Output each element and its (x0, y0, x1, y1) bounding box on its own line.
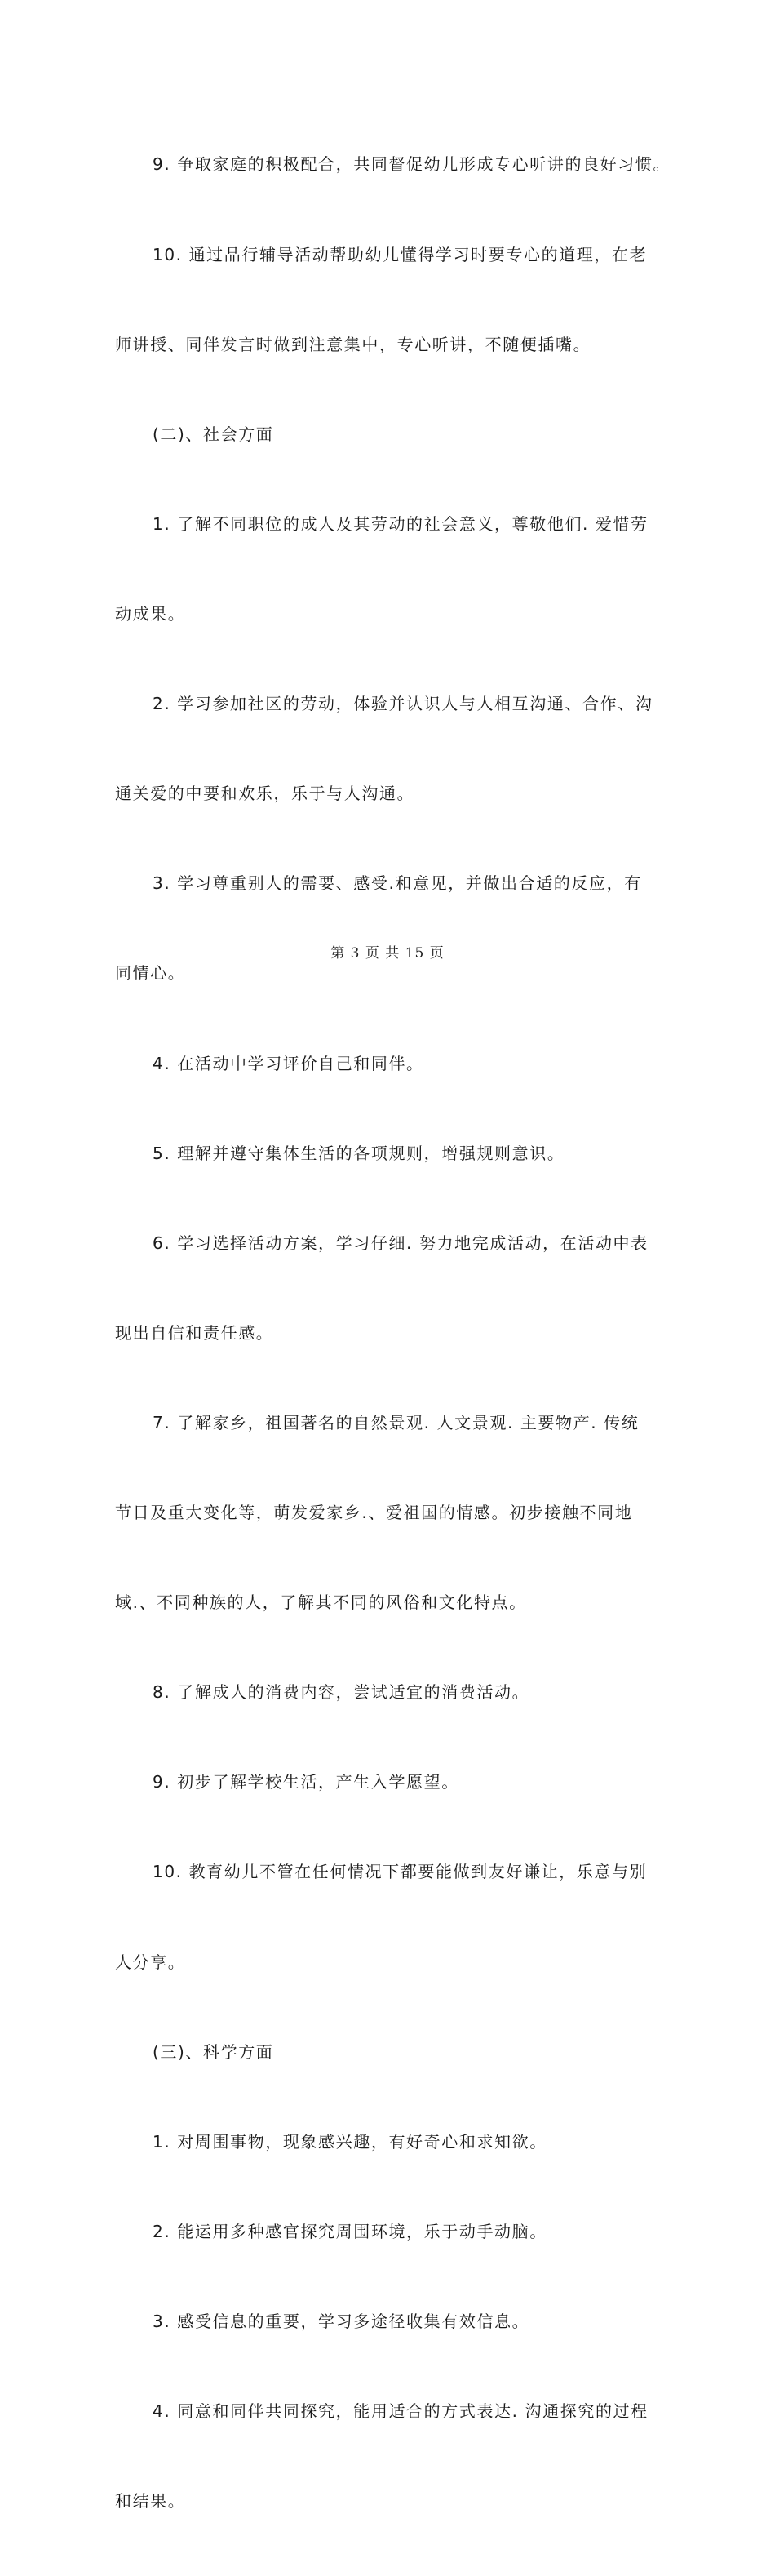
text-line: 2. 能运用多种感官探究周围环境，乐于动手动脑。 (153, 2221, 547, 2241)
text-line: 2. 学习参加社区的劳动，体验并认识人与人相互沟通、合作、沟 (153, 694, 653, 714)
text-line: 师讲授、同伴发言时做到注意集中，专心听讲，不随便插嘴。 (115, 334, 591, 354)
text-line: 4. 同意和同伴共同探究，能用适合的方式表达. 沟通探究的过程 (153, 2401, 649, 2422)
text-line: 和结果。 (115, 2491, 186, 2512)
text-line: 9. 初步了解学校生活，产生入学愿望。 (153, 1772, 459, 1792)
text-line: 现出自信和责任感。 (115, 1322, 274, 1343)
section-heading: (二)、社会方面 (153, 424, 274, 444)
section-heading: (三)、科学方面 (153, 2041, 274, 2062)
document-body (115, 90, 670, 2576)
text-line: 7. 了解家乡，祖国著名的自然景观. 人文景观. 主要物产. 传统 (153, 1412, 640, 1432)
text-line: 域.、不同种族的人，了解其不同的风俗和文化特点。 (115, 1592, 527, 1613)
text-line: 10. 通过品行辅导活动帮助幼儿懂得学习时要专心的道理，在老 (153, 244, 648, 264)
text-line: 9. 争取家庭的积极配合，共同督促幼儿形成专心听讲的良好习惯。 (153, 154, 671, 175)
text-line: 人分享。 (115, 1952, 186, 1972)
text-line: 动成果。 (115, 603, 186, 624)
text-line: 3. 感受信息的重要，学习多途径收集有效信息。 (153, 2312, 530, 2332)
text-line: 8. 了解成人的消费内容，尝试适宜的消费活动。 (153, 1682, 530, 1703)
text-line: 3. 学习尊重别人的需要、感受.和意见，并做出合适的反应，有 (153, 873, 642, 894)
text-line: 10. 教育幼儿不管在任何情况下都要能做到友好谦让，乐意与别 (153, 1862, 648, 1882)
text-line: 1. 了解不同职位的成人及其劳动的社会意义，尊敬他们. 爱惜劳 (153, 513, 649, 534)
text-line: 同情心。 (115, 963, 186, 984)
text-line: 6. 学习选择活动方案，学习仔细. 努力地完成活动，在活动中表 (153, 1232, 649, 1253)
page-number-footer: 第 3 页 共 15 页 (330, 945, 445, 962)
text-line: 通关爱的中要和欢乐，乐于与人沟通。 (115, 784, 415, 804)
text-line: 节日及重大变化等，萌发爱家乡.、爱祖国的情感。初步接触不同地 (115, 1503, 633, 1523)
text-line: 4. 在活动中学习评价自己和同伴。 (153, 1053, 424, 1073)
text-line: 5. 理解并遵守集体生活的各项规则，增强规则意识。 (153, 1143, 565, 1163)
body-text (115, 90, 670, 2576)
text-line: 1. 对周围事物，现象感兴趣，有好奇心和求知欲。 (153, 2131, 547, 2152)
